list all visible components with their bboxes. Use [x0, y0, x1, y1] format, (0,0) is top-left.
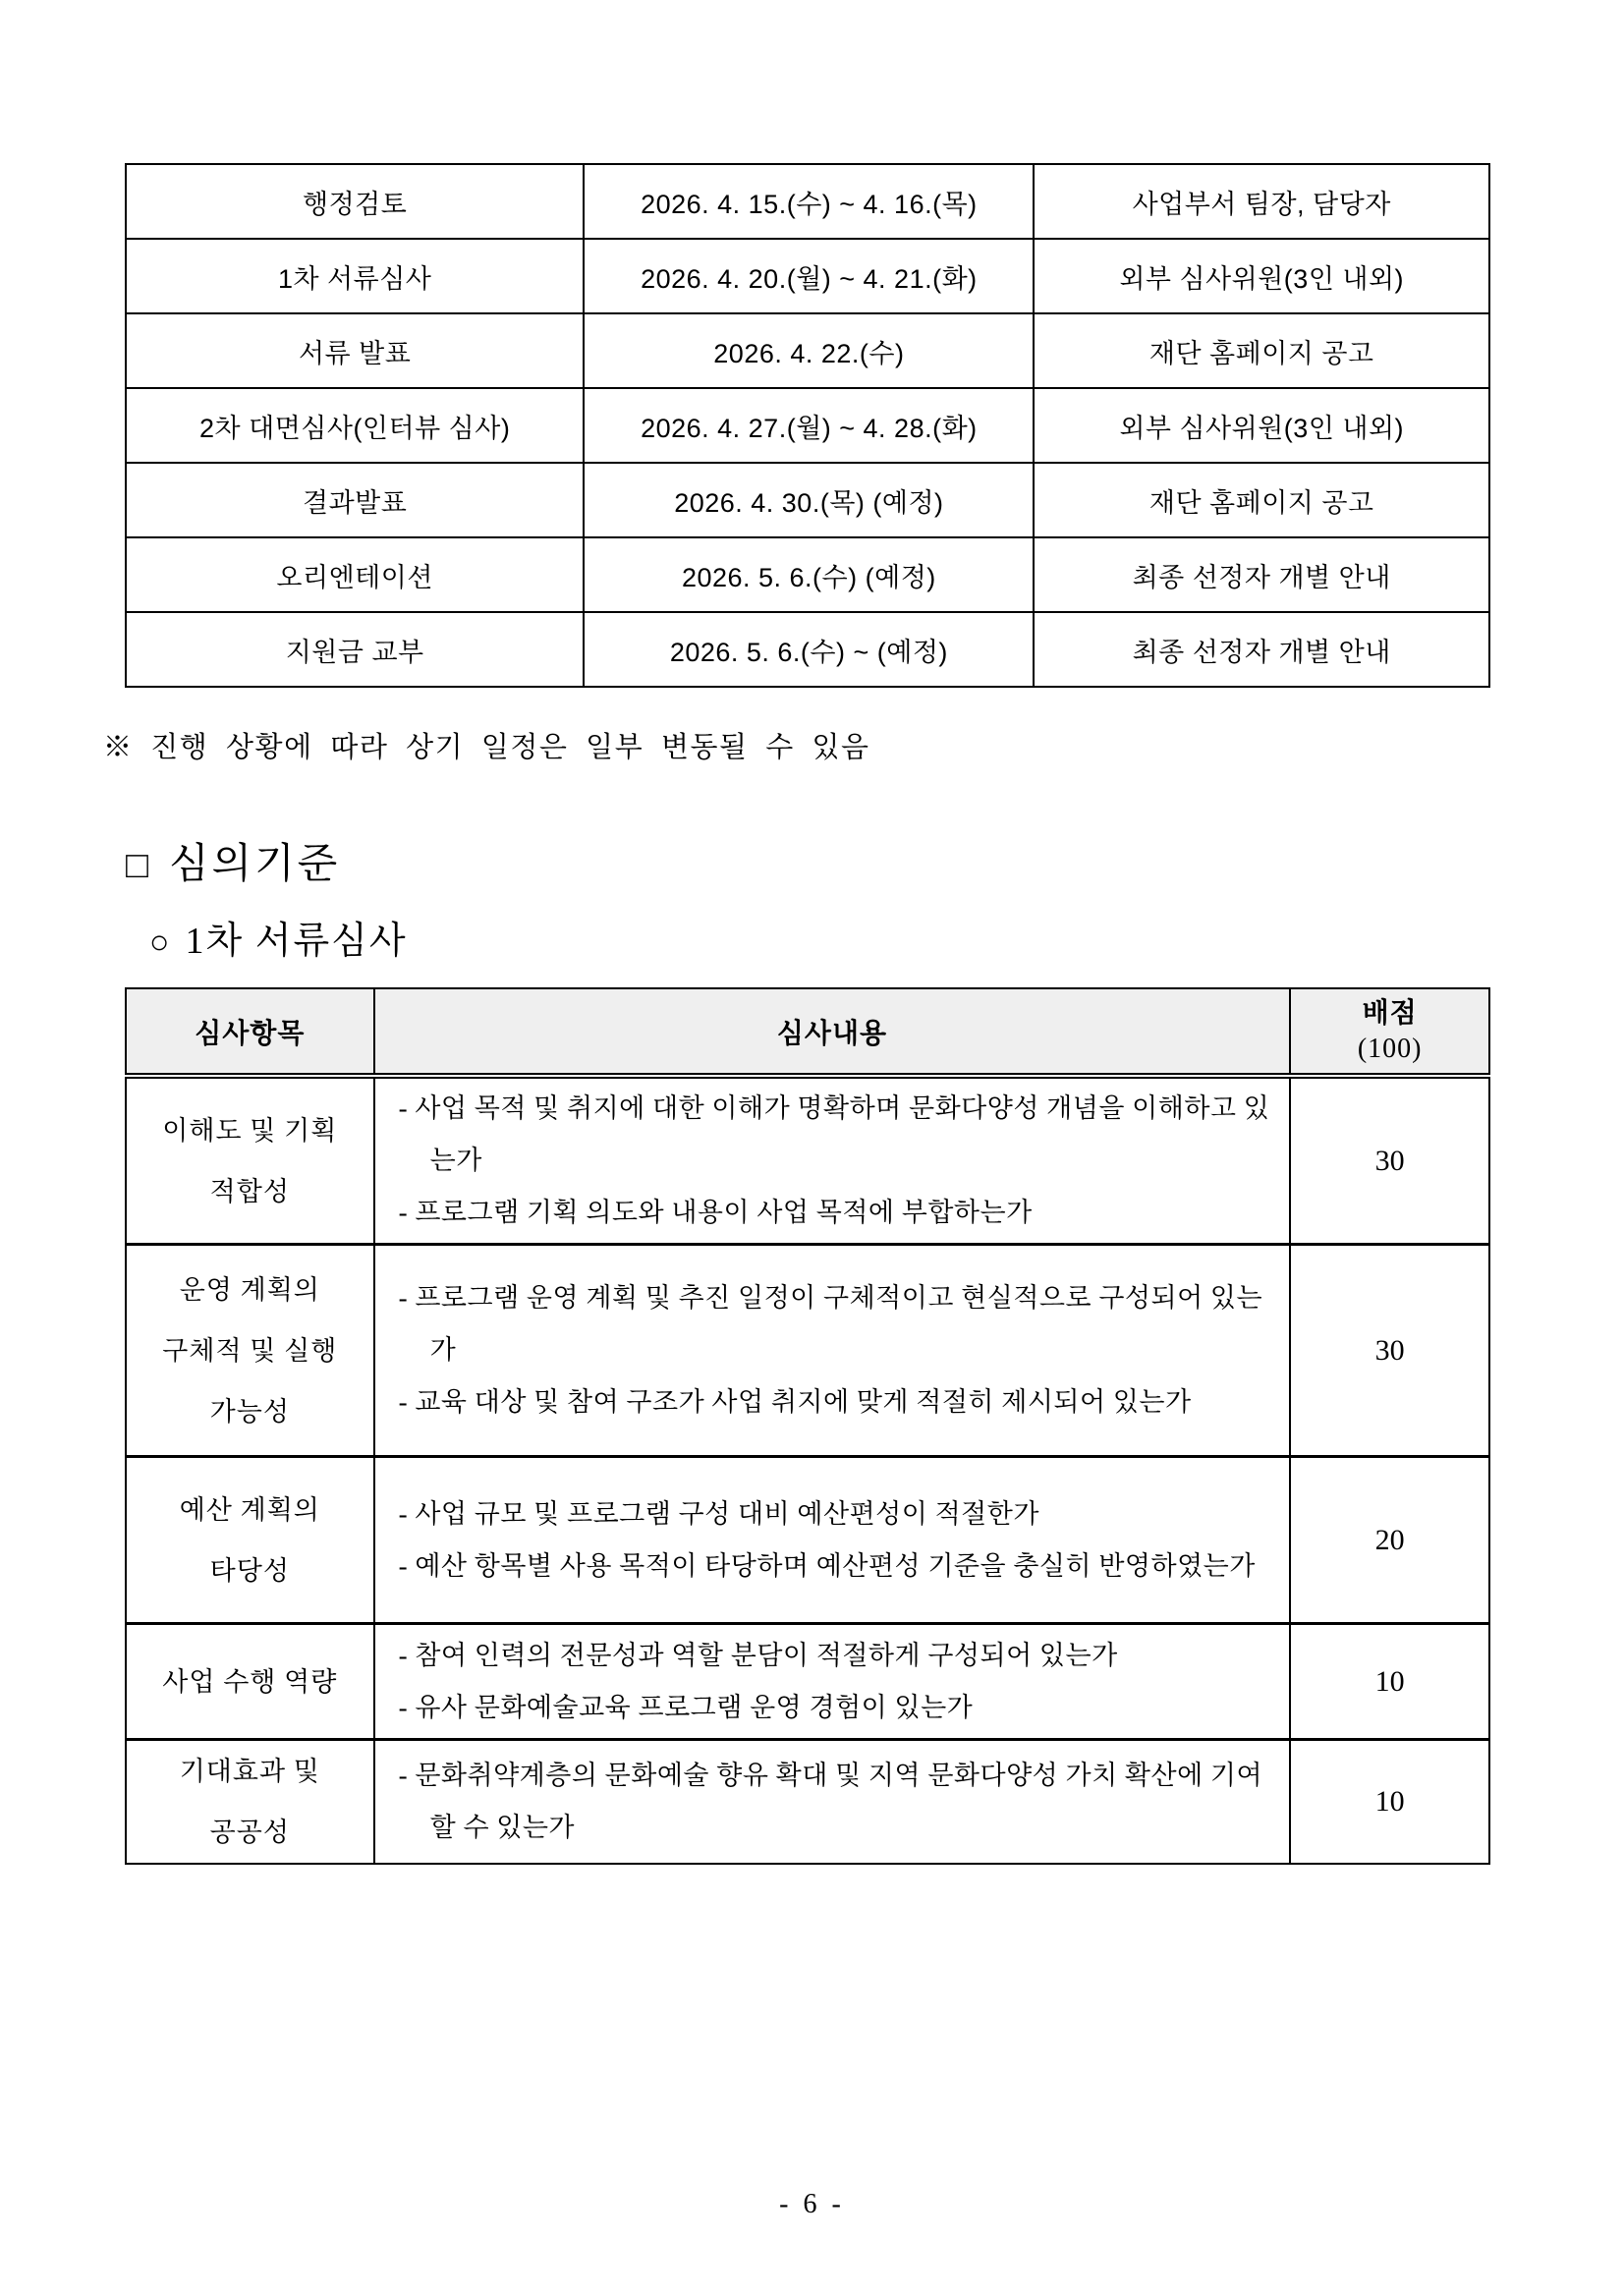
criteria-bullet: - 유사 문화예술교육 프로그램 운영 경험이 있는가: [398, 1692, 974, 1722]
criteria-bullet: - 사업 규모 및 프로그램 구성 대비 예산편성이 적절한가: [398, 1498, 1039, 1529]
criteria-header-score-total: (100): [1357, 1033, 1423, 1064]
table-row: [126, 1245, 1489, 1457]
table-header-row: [126, 988, 1489, 1076]
criteria-header-score-label: 배점: [1362, 997, 1418, 1029]
schedule-owner: 사업부서 팀장, 담당자: [1034, 164, 1489, 239]
schedule-stage: 서류 발표: [126, 313, 584, 388]
criteria-item-line: 가능성: [209, 1396, 290, 1427]
criteria-header-content: 심사내용: [374, 988, 1291, 1076]
criteria-bullet: - 프로그램 운영 계획 및 추진 일정이 구체적이고 현실적으로 구성되어 있는가: [398, 1283, 1263, 1365]
schedule-date: 2026. 4. 15.(수) ~ 4. 16.(목): [584, 164, 1034, 239]
table-row: [126, 1457, 1489, 1624]
table-row: [126, 612, 1489, 687]
reference-mark-icon: ※: [103, 732, 134, 763]
criteria-item-line: 공공성: [209, 1818, 290, 1847]
criteria-header-item: 심사항목: [126, 988, 374, 1076]
criteria-content: [374, 1245, 1291, 1457]
criteria-item: [126, 1740, 374, 1865]
circle-bullet-icon: ○: [149, 924, 172, 961]
criteria-score: 10: [1290, 1624, 1489, 1740]
schedule-date: 2026. 4. 30.(목) (예정): [584, 463, 1034, 537]
criteria-item-line: 이해도 및 기획: [162, 1115, 338, 1146]
table-row: [126, 164, 1489, 239]
schedule-owner: 외부 심사위원(3인 내외): [1034, 388, 1489, 463]
table-row: [126, 463, 1489, 537]
schedule-note-text: 진행 상황에 따라 상기 일정은 일부 변동될 수 있음: [150, 732, 870, 763]
schedule-stage: 1차 서류심사: [126, 239, 584, 313]
criteria-item: [126, 1076, 374, 1245]
criteria-item-line: 타당성: [209, 1555, 290, 1586]
criteria-item-line: 기대효과 및: [179, 1757, 320, 1786]
criteria-content: [374, 1457, 1291, 1624]
table-row: [126, 1624, 1489, 1740]
schedule-date: 2026. 4. 27.(월) ~ 4. 28.(화): [584, 388, 1034, 463]
table-row: [126, 313, 1489, 388]
criteria-item-line: 운영 계획의: [179, 1274, 320, 1305]
schedule-owner: 재단 홈페이지 공고: [1034, 313, 1489, 388]
schedule-owner: 외부 심사위원(3인 내외): [1034, 239, 1489, 313]
criteria-item: [126, 1245, 374, 1457]
criteria-content: [374, 1076, 1291, 1245]
criteria-bullet: - 참여 인력의 전문성과 역할 분담이 적절하게 구성되어 있는가: [398, 1640, 1118, 1670]
criteria-bullet: - 사업 목적 및 취지에 대한 이해가 명확하며 문화다양성 개념을 이해하고 있는가: [398, 1093, 1270, 1175]
table-row: [126, 1076, 1489, 1245]
subsection-title-first-round: [149, 910, 408, 964]
table-row: [126, 239, 1489, 313]
table-row: [126, 388, 1489, 463]
criteria-score: 20: [1290, 1457, 1489, 1624]
square-bullet-icon: □: [126, 845, 151, 886]
schedule-stage: 지원금 교부: [126, 612, 584, 687]
subsection-title-text: 1차 서류심사: [185, 921, 408, 962]
schedule-owner: 최종 선정자 개별 안내: [1034, 612, 1489, 687]
criteria-bullet: - 문화취약계층의 문화예술 향유 확대 및 지역 문화다양성 가치 확산에 기여할 수 있는가: [398, 1761, 1263, 1842]
criteria-bullet: - 프로그램 기획 의도와 내용이 사업 목적에 부합하는가: [398, 1198, 1033, 1227]
page-number: - 6 -: [779, 2189, 845, 2219]
criteria-item-line: 예산 계획의: [179, 1494, 320, 1525]
criteria-table: [125, 987, 1490, 1865]
criteria-score: 10: [1290, 1740, 1489, 1865]
criteria-item-line: 적합성: [209, 1176, 290, 1206]
schedule-stage: 오리엔테이션: [126, 537, 584, 612]
criteria-content: [374, 1624, 1291, 1740]
criteria-header-score: [1290, 988, 1489, 1076]
table-row: [126, 1740, 1489, 1865]
schedule-table: [125, 163, 1490, 688]
criteria-item-line: 구체적 및 실행: [162, 1335, 338, 1366]
schedule-owner: 재단 홈페이지 공고: [1034, 463, 1489, 537]
schedule-date: 2026. 4. 20.(월) ~ 4. 21.(화): [584, 239, 1034, 313]
table-row: [126, 537, 1489, 612]
schedule-stage: 결과발표: [126, 463, 584, 537]
schedule-stage: 2차 대면심사(인터뷰 심사): [126, 388, 584, 463]
section-title-review-criteria: [126, 831, 340, 890]
criteria-bullet: - 교육 대상 및 참여 구조가 사업 취지에 맞게 적절히 제시되어 있는가: [398, 1387, 1192, 1417]
criteria-item-line: 사업 수행 역량: [162, 1666, 338, 1697]
schedule-date: 2026. 4. 22.(수): [584, 313, 1034, 388]
schedule-date: 2026. 5. 6.(수) (예정): [584, 537, 1034, 612]
schedule-note: [103, 725, 870, 765]
schedule-date: 2026. 5. 6.(수) ~ (예정): [584, 612, 1034, 687]
section-title-text: 심의기준: [168, 842, 341, 887]
criteria-score: 30: [1290, 1245, 1489, 1457]
criteria-item: [126, 1624, 374, 1740]
criteria-bullet: - 예산 항목별 사용 목적이 타당하며 예산편성 기준을 충실히 반영하였는가: [398, 1550, 1256, 1581]
schedule-stage: 행정검토: [126, 164, 584, 239]
schedule-owner: 최종 선정자 개별 안내: [1034, 537, 1489, 612]
criteria-score: 30: [1290, 1076, 1489, 1245]
criteria-item: [126, 1457, 374, 1624]
criteria-content: [374, 1740, 1291, 1865]
